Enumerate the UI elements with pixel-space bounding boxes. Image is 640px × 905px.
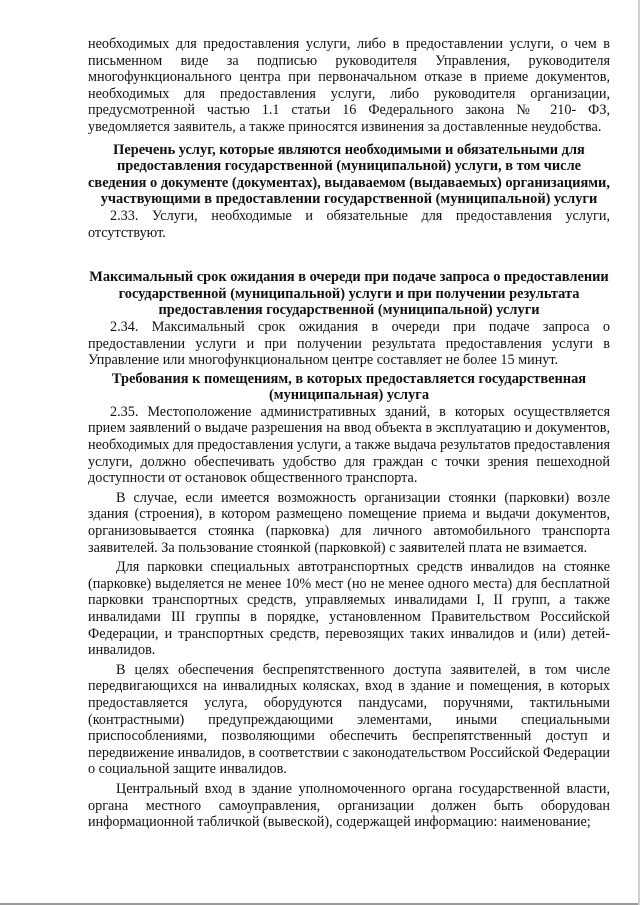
paragraph-accessibility: В целях обеспечения беспрепятственного доступа заявителей, в том числе передвигающихся на инвалидных колясках, вход в здание и помещения, в которых предоставляется услуга, оборудуются пандусами, поручнями, тактильными (контрастными) предупреждающими элементами, иными специальными приспособлениями, позволяющими обеспечить беспрепятственный доступ и передвижение инвалидов, в соответствии с законодательством Российской Федерации о социальной защите инвалидов. (88, 661, 610, 778)
paragraph-2-35: 2.35. Местоположение административных зданий, в которых осуществляется прием заявлений о выдаче разрешения на ввод объекта в эксплуатацию и документов, необходимых для предоставления услуги, а также выдача результатов предоставления услуги, должно обеспечивать удобство для граждан с точки зрения пешеходной доступности от остановок общественного транспорта. (88, 403, 610, 487)
paragraph-parking: В случае, если имеется возможность организации стоянки (парковки) возле здания (строения), в котором размещено помещение приема и выдачи документов, организовывается стоянка (парковка) для личного автомобильного транспорта заявителей. За пользование стоянкой (парковкой) с заявителей плата не взимается. (88, 489, 610, 556)
paragraph-2-34: 2.34. Максимальный срок ожидания в очереди при подаче запроса о предоставлении услуги и при получении результата предоставления услуги в Управление или многофункциональном центре составляет не более 15 минут. (88, 318, 610, 369)
heading-premises-requirements: Требования к помещениям, в которых предоставляется государственная (муниципальная) услуга (111, 370, 587, 404)
heading-required-services: Перечень услуг, которые являются необходимыми и обязательными для предоставления государственной (муниципальной) услуги, в том числе сведения о документе (документах), выдаваемом (выдаваемых) организациями, участвующими в предоставлении государственной (муниципальной) услуги (88, 141, 610, 208)
paragraph-entrance-sign: Центральный вход в здание уполномоченного органа государственной власти, органа местного самоуправления, организации должен быть оборудован информационной табличкой (вывеской), содержащей информацию: наименование; (88, 780, 610, 831)
paragraph-disabled-parking: Для парковки специальных автотранспортных средств инвалидов на стоянке (парковке) выделяется не менее 10% мест (но не менее одного места) для бесплатной парковки транспортных средств, управляемых инвалидами I, II групп, а также инвалидами III группы в порядке, установленном Правительством Российской Федерации, и транспортных средств, перевозящих таких инвалидов и (или) детей-инвалидов. (88, 559, 610, 659)
paragraph-intro: необходимых для предоставления услуги, либо в предоставлении услуги, о чем в письменном виде за подписью руководителя Управления, руководителя многофункционального центра при первоначальном отказе в приеме документов, необходимых для предоставления услуги, либо руководителя организации, предусмотренной частью 1.1 статьи 16 Федерального закона № 210- ФЗ, уведомляется заявитель, а также приносятся извинения за доставленные неудобства. (88, 36, 610, 135)
paragraph-2-33: 2.33. Услуги, необходимые и обязательные для предоставления услуги, отсутствуют. (88, 207, 610, 241)
document-body (88, 36, 610, 831)
heading-queue-time: Максимальный срок ожидания в очереди при подаче запроса о предоставлении государственной (муниципальной) услуги и при получении результата предоставления государственной (муниципальной) услуги (89, 269, 609, 319)
